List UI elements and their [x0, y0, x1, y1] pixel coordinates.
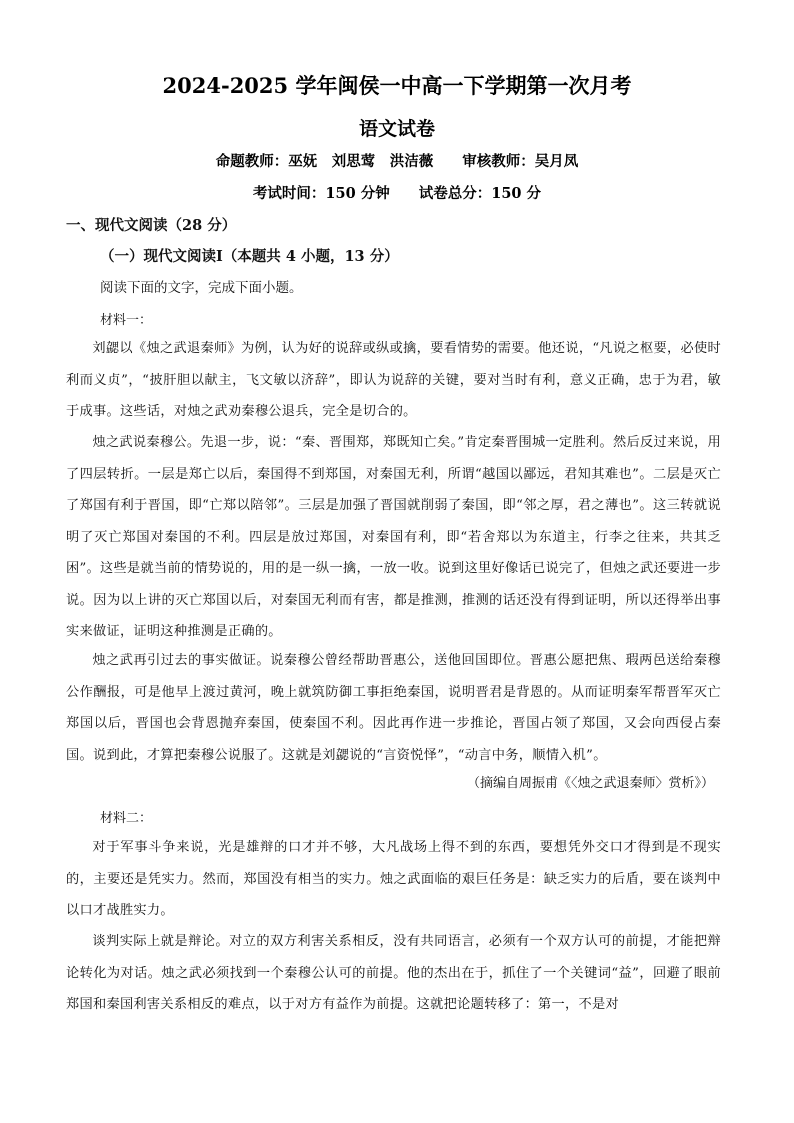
- exam-title: 2024-2025 学年闽侯一中高一下学期第一次月考: [162, 73, 632, 98]
- exam-subject: 语文试卷: [358, 118, 435, 140]
- section-heading: 一、现代文阅读（28 分）: [66, 217, 237, 234]
- exam-info-line: 考试时间：150 分钟 试卷总分：150 分: [252, 185, 542, 202]
- subsection-heading: （一）现代文阅读Ⅰ（本题共 4 小题，13 分）: [100, 248, 399, 265]
- material-two-paragraph: 谈判实际上就是辩论。对立的双方利害关系相反，没有共同语言，必须有一个双方认可的前提，才能把辩论转化为对话。烛之武必须找到一个秦穆公认可的前提。他的杰出在于，抓住了一个关键词“益”，回避了眼前郑国和秦国利害关系相反的难点，以于对方有益作为前提。这就把论题转移了：第一，不是对: [66, 934, 721, 1012]
- material-one-paragraph: 烛之武说秦穆公。先退一步，说：“秦、晋围郑，郑既知亡矣。”肯定秦晋围城一定胜利。然后反过来说，用了四层转折。一层是郑亡以后，秦国得不到郑国，对秦国无利，所谓“越国以鄙远，君知其难也”。二层是灭亡了郑国有利于晋国，即“亡郑以陪邻”。三层是加强了晋国就削弱了秦国，即“邻之厚，君之薄也”。这三转就说明了灭亡郑国对秦国的不利。四层是放过郑国，对秦国有利，即“若舍郑以为东道主，行李之往来，共其乏困”。这些是就当前的情势说的，用的是一纵一擒，一放一收。说到这里好像话已说完了，但烛之武还要进一步说。因为以上讲的灭亡郑国以后，对秦国无利而有害，都是推测，推测的话还没有得到证明，所以还得举出事实来做证，证明这种推测是正确的。: [66, 435, 721, 639]
- reading-instruction: 阅读下面的文字，完成下面小题。: [100, 280, 303, 296]
- material-one-source: （摘编自周振甫《〈烛之武退秦师〉赏析》）: [466, 776, 714, 791]
- material-two-paragraph: 对于军事斗争来说，光是雄辩的口才并不够，大凡战场上得不到的东西，要想凭外交口才得到是不现实的，主要还是凭实力。然而，郑国没有相当的实力。烛之武面临的艰巨任务是：缺乏实力的后盾，要在谈判中以口才战胜实力。: [66, 840, 721, 918]
- teacher-line: 命题教师：巫妩 刘思莺 洪洁薇 审核教师：吴月凤: [215, 153, 579, 170]
- material-one-label: 材料一：: [100, 313, 153, 328]
- material-one-paragraph: 刘勰以《烛之武退秦师》为例，认为好的说辞或纵或擒，要看情势的需要。他还说，“凡说之枢要，必使时利而义贞”，“披肝胆以献主，飞文敏以济辞”，即认为说辞的关键，要对当时有利，意义正确，忠于为君，敏于成事。这些话，对烛之武劝秦穆公退兵，完全是切合的。: [66, 341, 721, 419]
- material-one-paragraph: 烛之武再引过去的事实做证。说秦穆公曾经帮助晋惠公，送他回国即位。晋惠公愿把焦、瑕两邑送给秦穆公作酬报，可是他早上渡过黄河，晚上就筑防御工事拒绝秦国，说明晋君是背恩的。从而证明秦军帮晋军灭亡郑国以后，晋国也会背恩抛弃秦国，使秦国不利。因此再作进一步推论，晋国占领了郑国，又会向西侵占秦国。说到此，才算把秦穆公说服了。这就是刘勰说的“言资悦怿”，“动言中务，顺情入机”。: [66, 653, 721, 763]
- material-two-label: 材料二：: [100, 811, 153, 826]
